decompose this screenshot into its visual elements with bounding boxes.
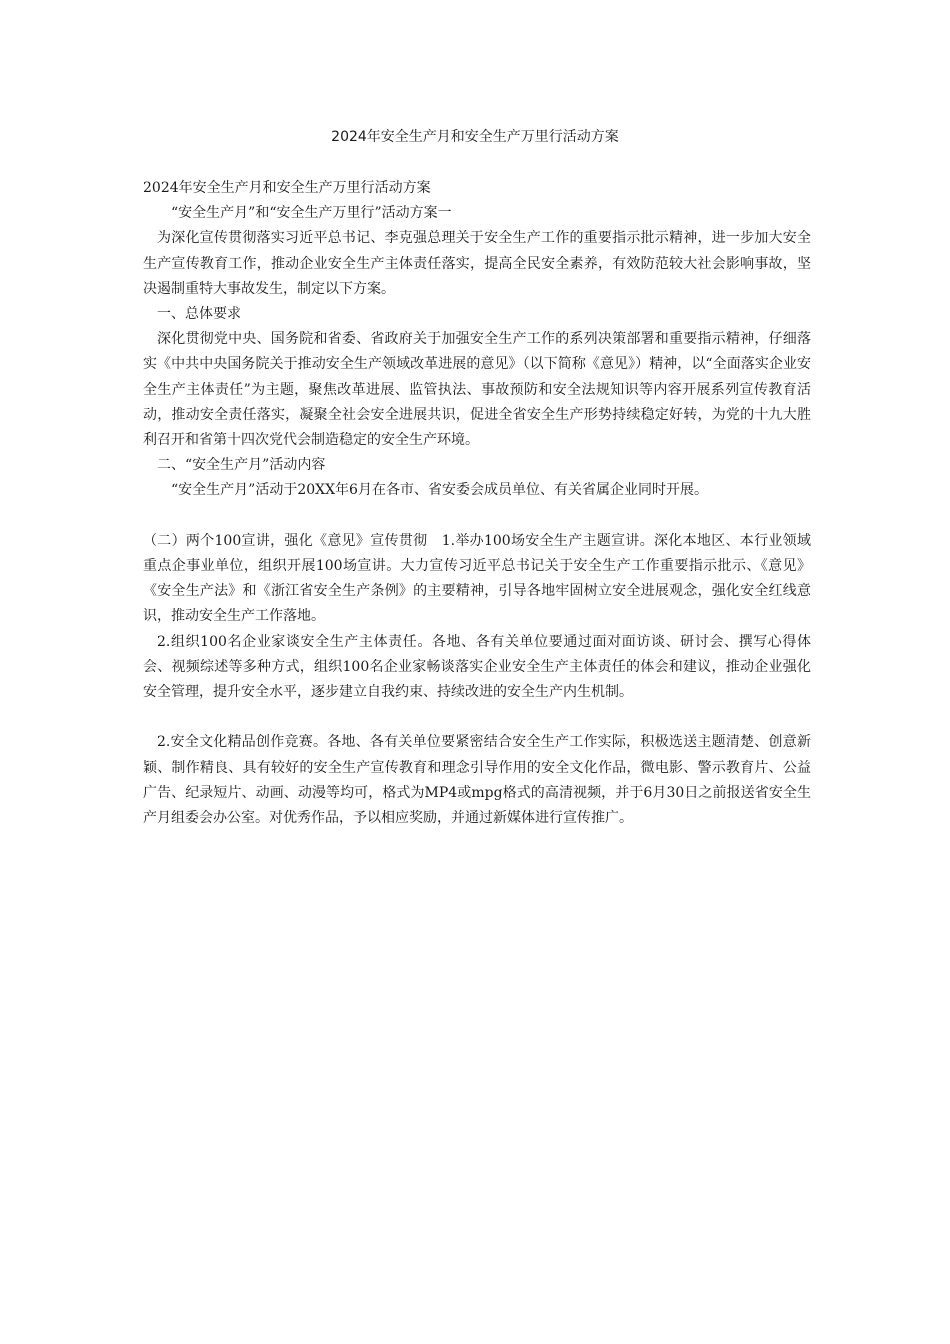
document-body bbox=[143, 176, 811, 831]
two-hundred-lectures-paragraph: （二）两个100宣讲，强化《意见》宣传贯彻 1.举办100场安全生产主题宣讲。深化本地区、本行业领域重点企事业单位，组织开展100场宣讲。大力宣传习近平总书记关于安全生产工作重要指示批示、《意见》《安全生产法》和《浙江省安全生产条例》的主要精神，引导各地牢固树立安全进展观念，强化安全红线意识，推动安全生产工作落地。 bbox=[143, 532, 811, 625]
spacer bbox=[143, 504, 811, 529]
general-requirements-paragraph: 深化贯彻党中央、国务院和省委、省政府关于加强安全生产工作的系列决策部署和重要指示精神，仔细落实《中共中央国务院关于推动安全生产领域改革进展的意见》（以下简称《意见》）精神，以“全面落实企业安全生产主体责任”为主题，聚焦改革进展、监管执法、事故预防和安全法规知识等内容开展系列宣传教育活动，推动安全责任落实，凝聚全社会安全进展共识，促进全省安全生产形势持续稳定好转，为党的十九大胜利召开和省第十四次党代会制造稳定的安全生产环境。 bbox=[143, 331, 811, 449]
activity-timing-paragraph: “安全生产月”活动于20XX年6月在各市、省安委会成员单位、有关省属企业同时开展。 bbox=[171, 482, 708, 499]
body-heading: 2024年安全生产月和安全生产万里行活动方案 bbox=[143, 180, 431, 196]
spacer bbox=[143, 705, 811, 730]
section-heading-activities: 二、“安全生产月”活动内容 bbox=[157, 457, 326, 474]
document-title: 2024年安全生产月和安全生产万里行活动方案 bbox=[331, 129, 619, 145]
plan-subtitle: “安全生产月”和“安全生产万里行”活动方案一 bbox=[171, 205, 452, 222]
section-heading-general: 一、总体要求 bbox=[157, 306, 241, 323]
culture-competition-paragraph: 2.安全文化精品创作竞赛。各地、各有关单位要紧密结合安全生产工作实际，积极选送主题清楚、创意新颖、制作精良、具有较好的安全生产宣传教育和理念引导作用的安全文化作品，微电影、警示教育片、公益广告、纪录短片、动画、动漫等均可，格式为MP4或mpg格式的高清视频，并于6月30日之前报送省安全生产月组委会办公室。对优秀作品，予以相应奖励，并通过新媒体进行宣传推广。 bbox=[143, 734, 811, 827]
intro-paragraph: 为深化宣传贯彻落实习近平总书记、李克强总理关于安全生产工作的重要指示批示精神，进一步加大安全生产宣传教育工作，推动企业安全生产主体责任落实，提高全民安全素养，有效防范较大社会影响事故，坚决遏制重特大事故发生，制定以下方案。 bbox=[143, 230, 811, 297]
entrepreneurs-paragraph: 2.组织100名企业家谈安全生产主体责任。各地、各有关单位要通过面对面访谈、研讨会、撰写心得体会、视频综述等多种方式，组织100名企业家畅谈落实企业安全生产主体责任的体会和建议，推动企业强化安全管理，提升安全水平，逐步建立自我约束、持续改进的安全生产内生机制。 bbox=[143, 633, 811, 701]
